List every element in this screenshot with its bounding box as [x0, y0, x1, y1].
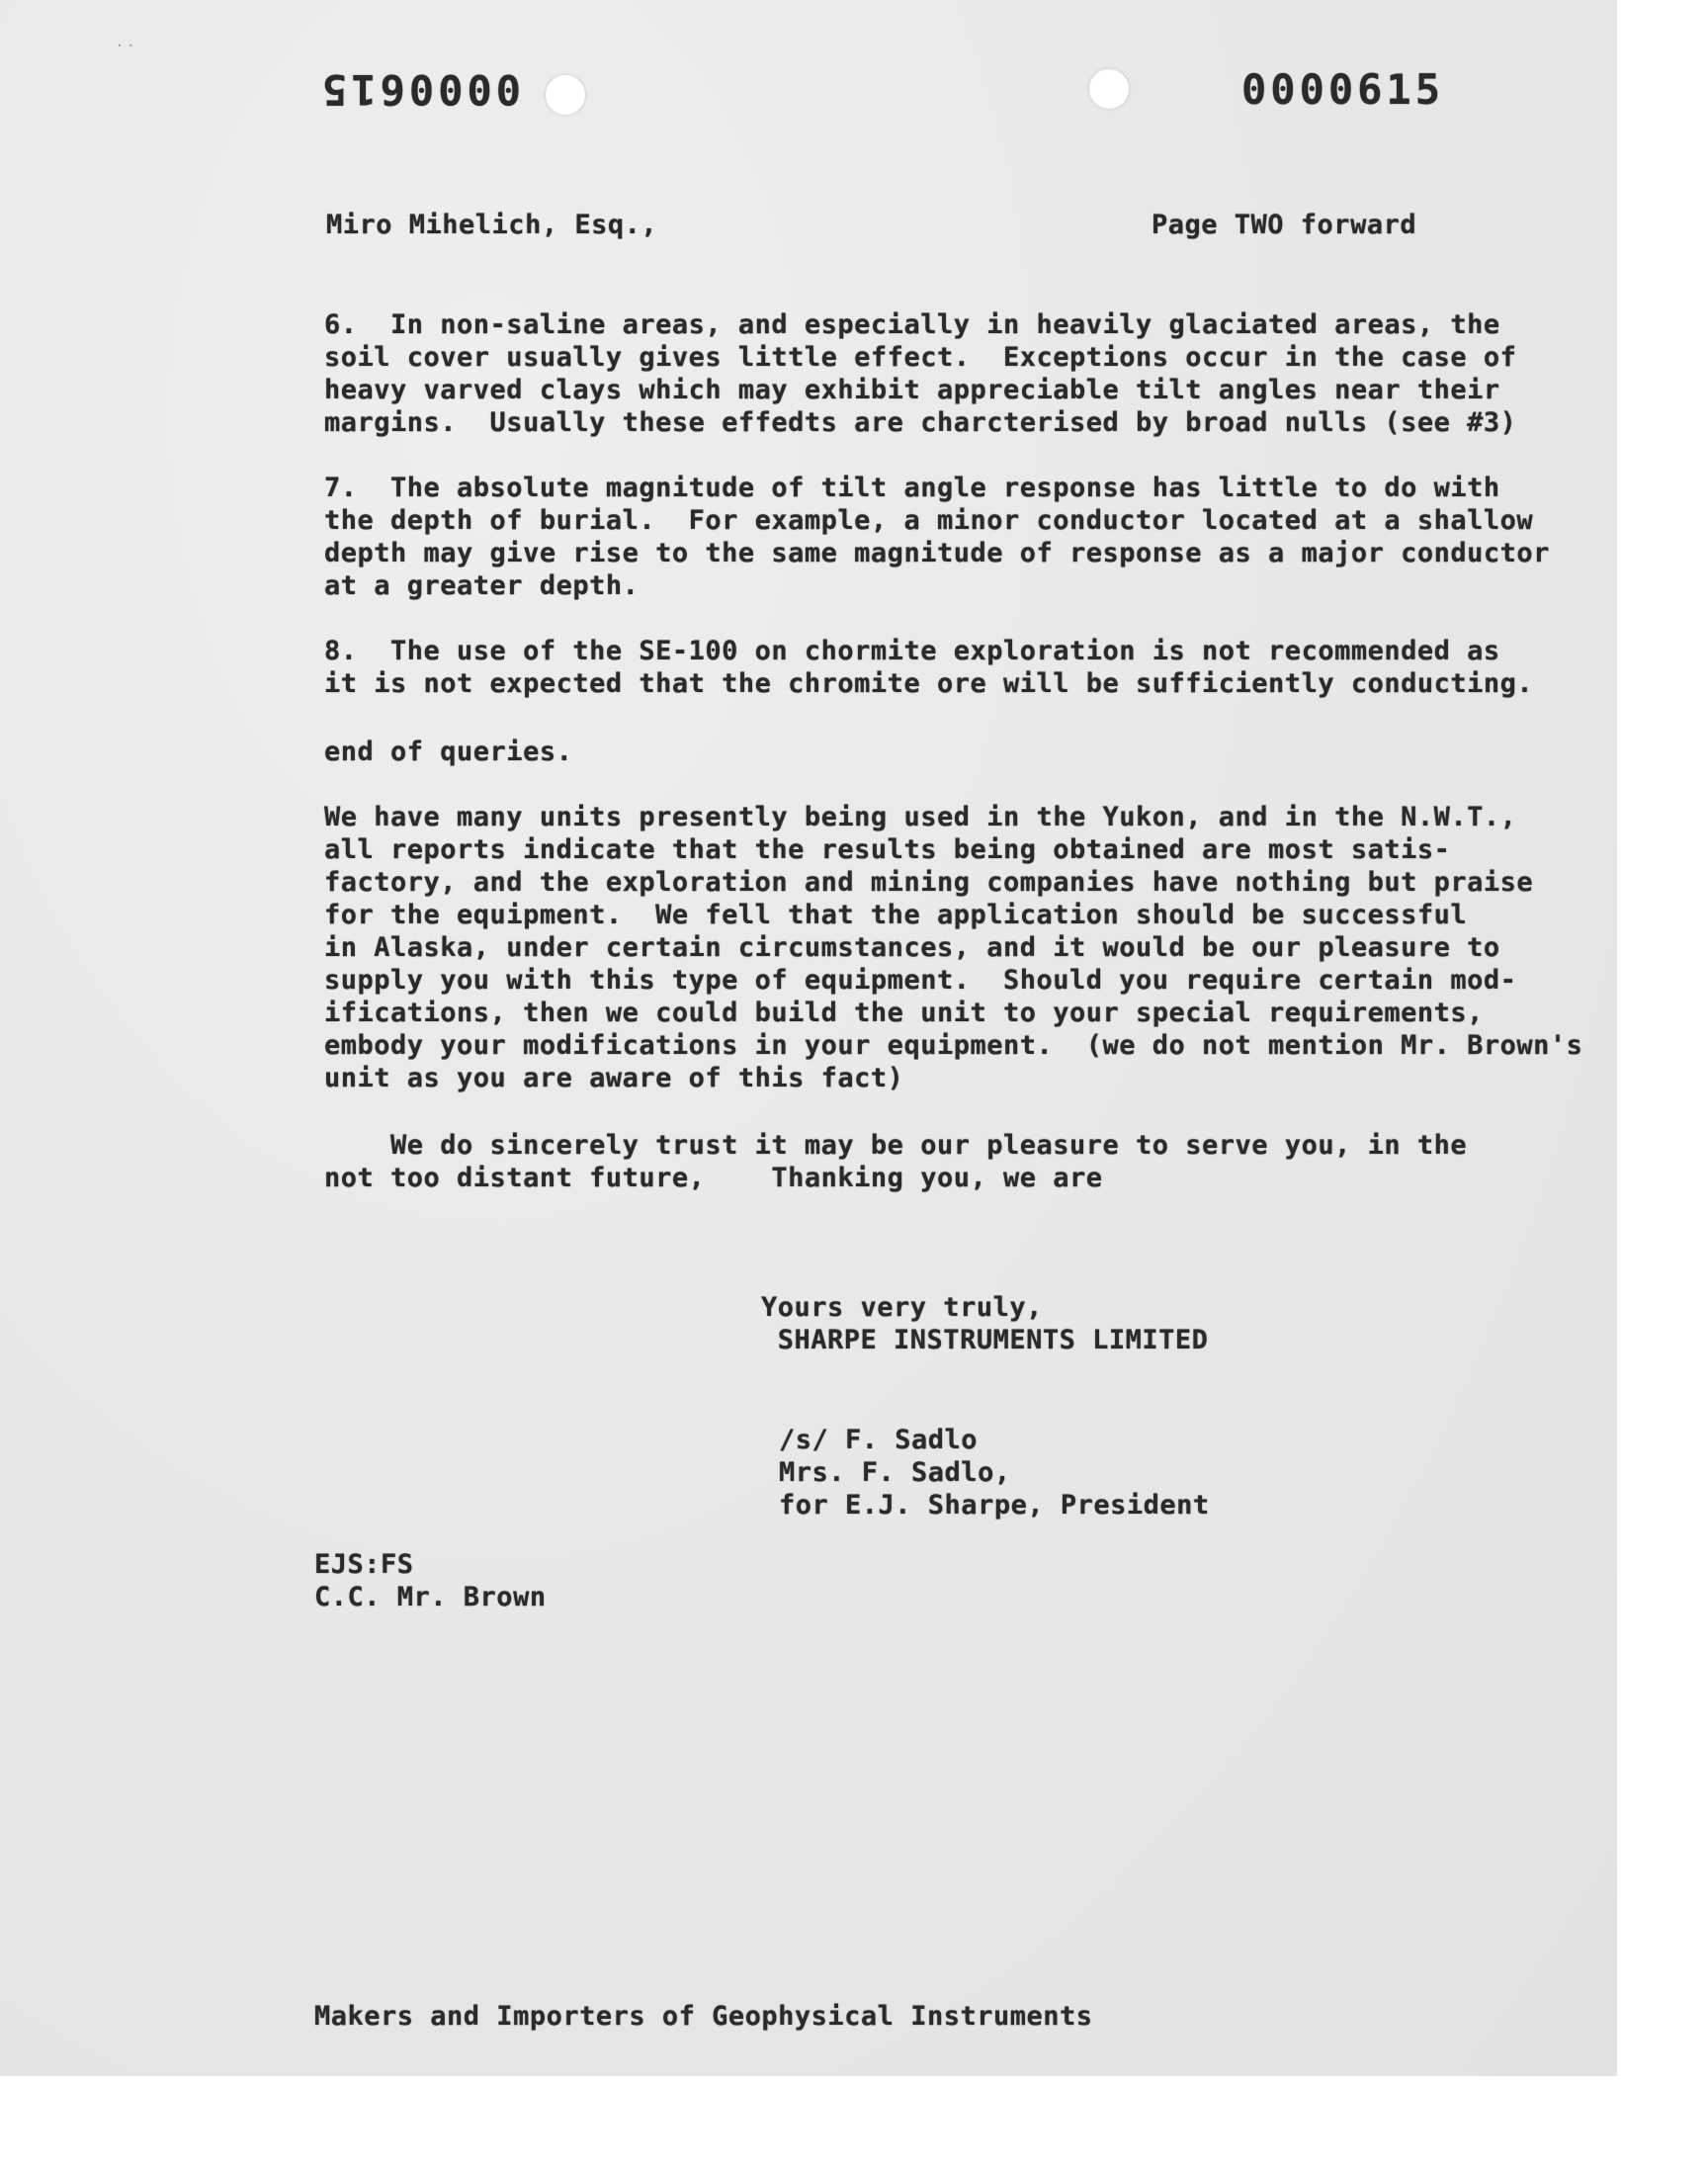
signature-block: /s/ F. Sadlo Mrs. F. Sadlo, for E.J. Sharpe, President: [779, 1425, 1210, 1521]
paragraph-8: 8. The use of the SE-100 on chormite exploration is not recommended as it is not expected that the chromite ore will be sufficiently conducting.: [324, 636, 1534, 699]
footer-tagline: Makers and Importers of Geophysical Instruments: [314, 2001, 1093, 2032]
closing-paragraph: We do sincerely trust it may be our pleasure to serve you, in the not too distant future, Thanking you, we are: [324, 1130, 1468, 1193]
page-number: 0000615: [1241, 65, 1445, 114]
page-reference: Page TWO forward: [1152, 210, 1417, 240]
addressee: Miro Mihelich, Esq.,: [326, 210, 658, 240]
reference-initials: EJS:FS C.C. Mr. Brown: [314, 1549, 547, 1612]
punch-hole-right: [1089, 69, 1129, 109]
scan-smudge: · ·: [117, 36, 134, 56]
end-of-queries: end of queries.: [324, 737, 573, 767]
valediction: Yours very truly, SHARPE INSTRUMENTS LIMITED: [761, 1292, 1209, 1355]
paragraph-6: 6. In non-saline areas, and especially in heavily glaciated areas, the soil cover usually gives little effect. Exceptions occur in the case of heavy varved clays which may exhibit appreciable tilt angles near their margins. Usually these effedts are charcterised by broad nulls (see #3): [324, 309, 1517, 438]
page-number-upside-down: 0000615: [318, 65, 522, 114]
punch-hole-left: [546, 75, 585, 115]
body-paragraph: We have many units presently being used in the Yukon, and in the N.W.T., all reports indicate that the results being obtained are most satis- factory, and the exploration and mining companies have nothing but praise for the equipment. We fell that the application should be successful in Alaska, under certain circumstances, and it would be our pleasure to supply you with this type of equipment. Should you require certain mod- ifications, then we could build the unit to your special requirements, embody your modifications in your equipment. (we do not mention Mr. Brown's unit as you are aware of this fact): [324, 802, 1583, 1093]
paragraph-7: 7. The absolute magnitude of tilt angle response has little to do with the depth of burial. For example, a minor conductor located at a shallow depth may give rise to the same magnitude of response as a major conductor at a greater depth.: [324, 473, 1550, 601]
